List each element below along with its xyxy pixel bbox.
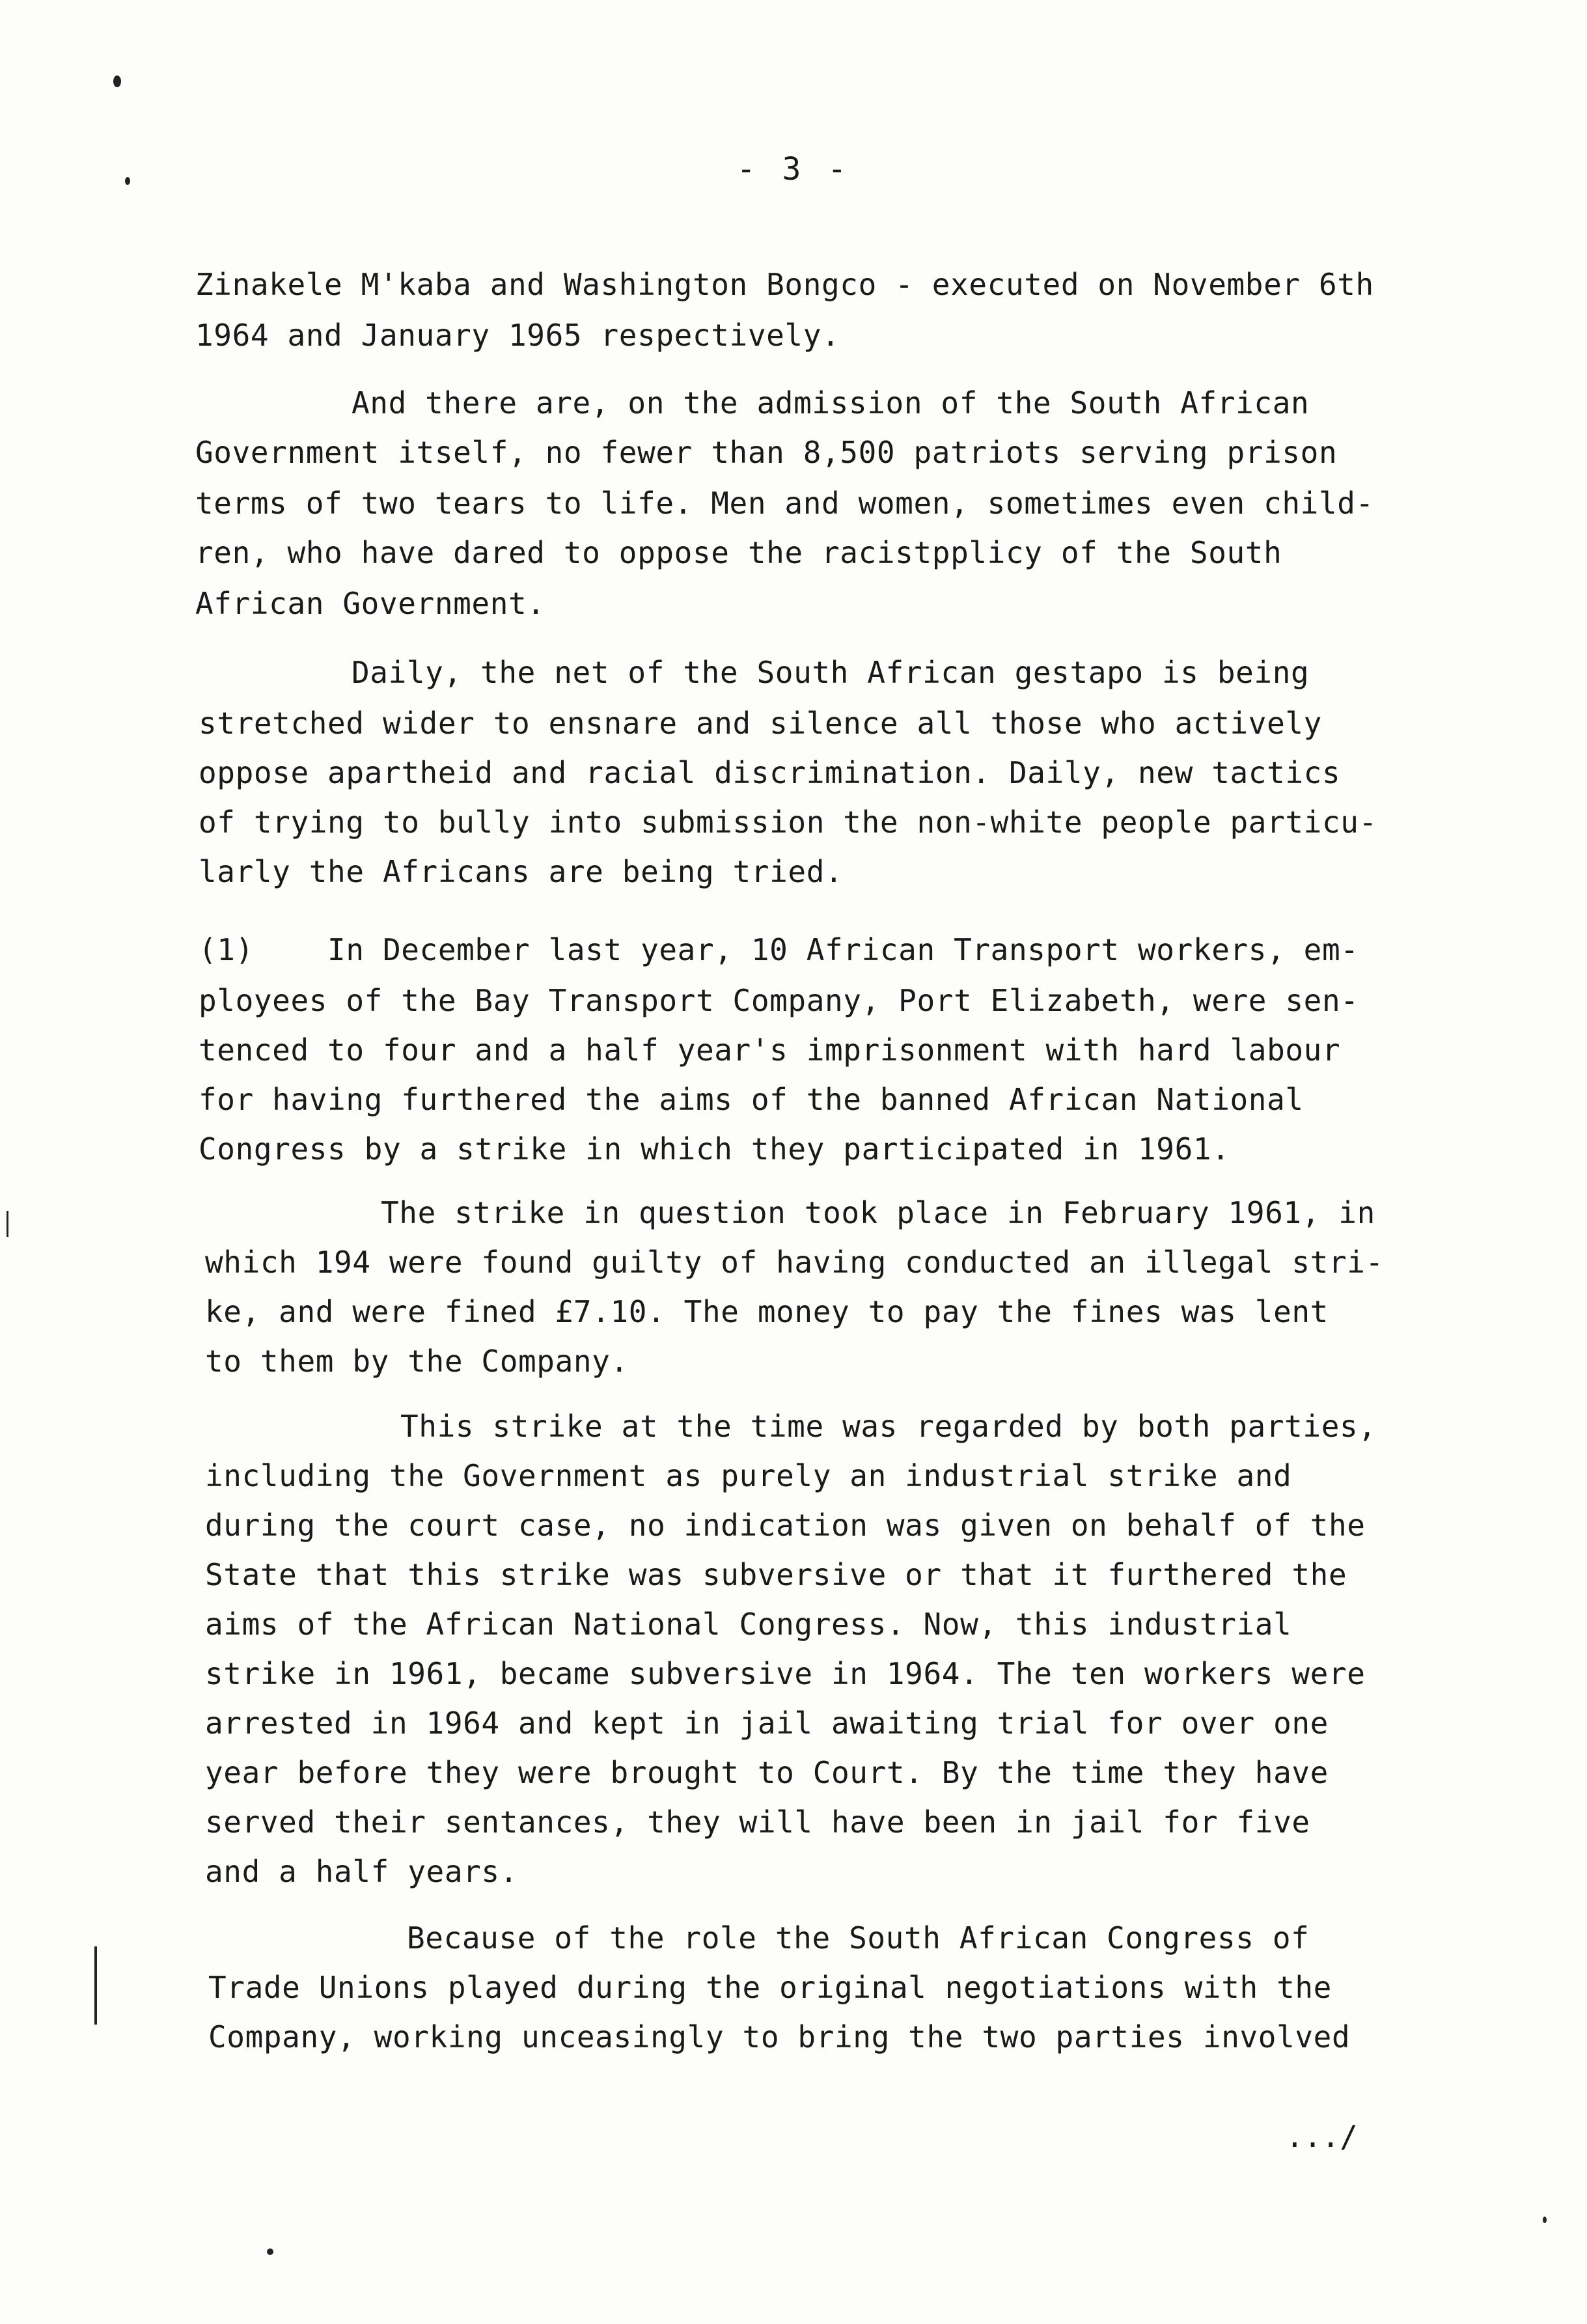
text-line: to them by the Company. [205, 1344, 629, 1379]
page-number: - 3 - [736, 151, 851, 187]
text-line: larly the Africans are being tried. [199, 854, 844, 889]
text-line: This strike at the time was regarded by both parties, [400, 1409, 1377, 1444]
scan-speck [125, 177, 130, 185]
text-line: during the court case, no indication was given on behalf of the [205, 1508, 1366, 1543]
text-line: terms of two tears to life. Men and women, sometimes even child- [195, 486, 1374, 521]
text-line: aims of the African National Congress. Now, this industrial [205, 1607, 1292, 1642]
text-line: Zinakele M'kaba and Washington Bongco - executed on November 6th [195, 267, 1374, 302]
scan-speck [113, 76, 121, 87]
text-line: stretched wider to ensnare and silence all those who actively [199, 706, 1322, 741]
text-line: 1964 and January 1965 respectively. [195, 318, 840, 353]
text-line: State that this strike was subversive or that it furthered the [205, 1557, 1347, 1592]
text-line: African Government. [195, 586, 545, 621]
text-line: year before they were brought to Court. By the time they have [205, 1755, 1329, 1790]
text-line: served their sentances, they will have been in jail for five [205, 1805, 1310, 1840]
text-line: of trying to bully into submission the non-white people particu- [199, 805, 1377, 840]
text-line: Trade Unions played during the original negotiations with the [208, 1970, 1332, 2005]
text-line: and a half years. [205, 1854, 519, 1889]
text-line: strike in 1961, became subversive in 1964. The ten workers were [205, 1656, 1366, 1691]
text-line: arrested in 1964 and kept in jail awaiting trial for over one [205, 1706, 1329, 1741]
margin-mark [7, 1211, 8, 1237]
text-line: Because of the role the South African Congress of [407, 1920, 1310, 1956]
text-line: ke, and were fined £7.10. The money to pay the fines was lent [205, 1294, 1329, 1329]
text-line: ployees of the Bay Transport Company, Port Elizabeth, were sen- [199, 983, 1359, 1018]
text-line: Government itself, no fewer than 8,500 patriots serving prison [195, 435, 1338, 470]
text-line: Daily, the net of the South African gestapo is being [352, 655, 1310, 690]
text-line: for having furthered the aims of the banned African National [199, 1082, 1304, 1117]
scan-speck [1543, 2217, 1547, 2223]
text-line: Company, working unceasingly to bring the two parties involved [208, 2019, 1351, 2054]
text-line: The strike in question took place in February 1961, in [381, 1195, 1375, 1230]
text-line: Congress by a strike in which they participated in 1961. [199, 1131, 1230, 1167]
text-line: including the Government as purely an industrial strike and [205, 1458, 1292, 1493]
margin-mark [94, 1946, 97, 2025]
text-line: tenced to four and a half year's imprisonment with hard labour [199, 1032, 1341, 1068]
text-line: which 194 were found guilty of having conducted an illegal stri- [205, 1245, 1384, 1280]
text-line: (1) In December last year, 10 African Transport workers, em- [199, 932, 1359, 967]
text-line: ren, who have dared to oppose the racistpplicy of the South [195, 535, 1282, 570]
continuation-mark: .../ [1286, 2119, 1358, 2154]
text-line: And there are, on the admission of the South African [352, 385, 1310, 421]
text-line: oppose apartheid and racial discrimination. Daily, new tactics [199, 755, 1341, 790]
scan-speck [267, 2248, 273, 2255]
